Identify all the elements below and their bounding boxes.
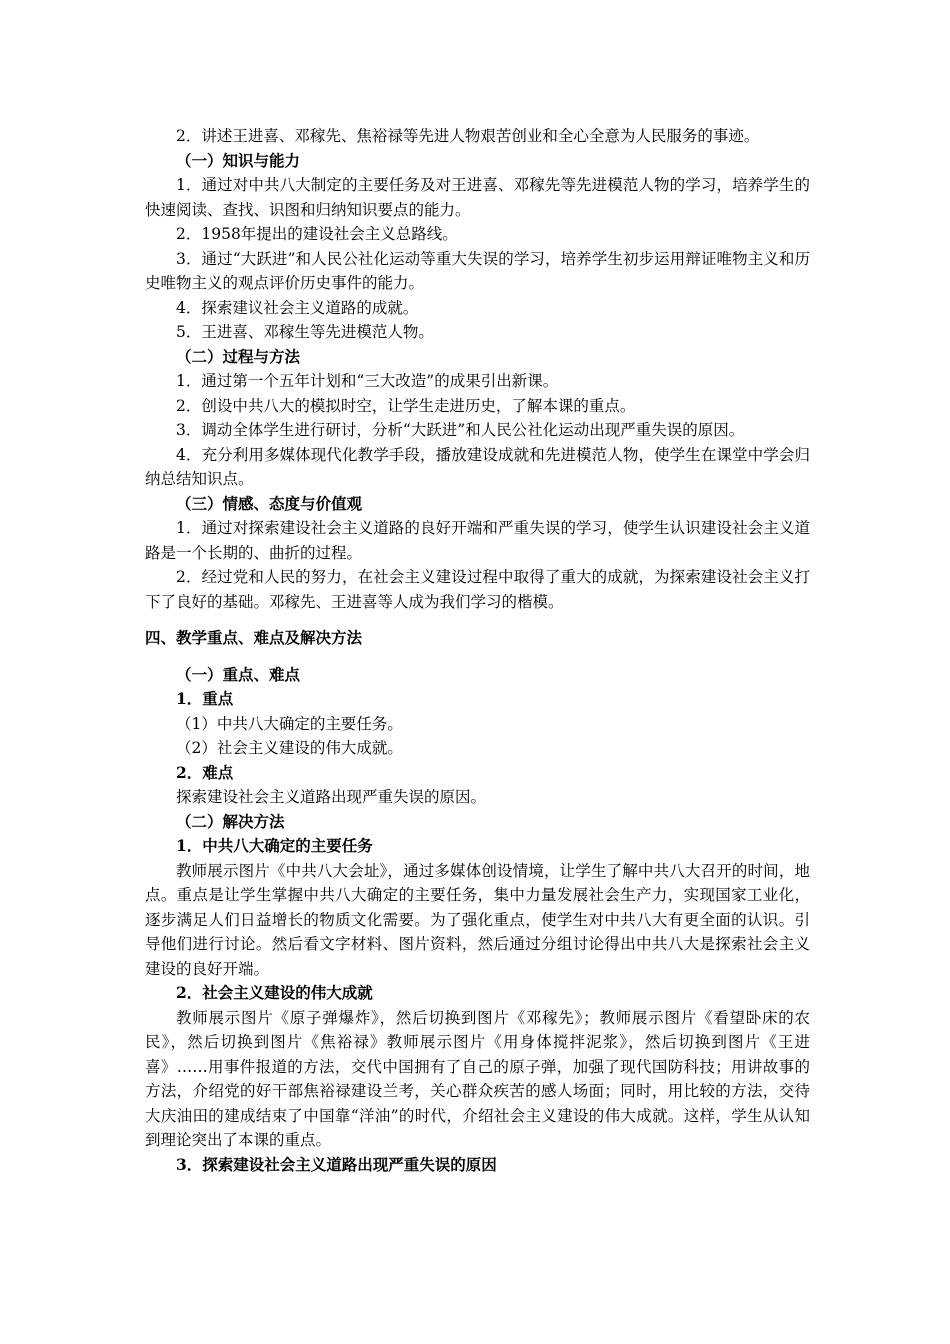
paragraph: 2．经过党和人民的努力，在社会主义建设过程中取得了重大的成就，为探索建设社会主义打下了良好的基础。邓稼先、王进喜等人成为我们学习的楷模。 bbox=[145, 568, 810, 611]
paragraph: 探索建设社会主义道路出现严重失误的原因。 bbox=[176, 788, 487, 806]
subsection-heading: 2．社会主义建设的伟大成就 bbox=[176, 983, 373, 1002]
paragraph: 1．通过对探索建设社会主义道路的良好开端和严重失误的学习，使学生认识建设社会主义道路是一个长期的、曲折的过程。 bbox=[145, 519, 810, 562]
section-heading: （三）情感、态度与价值观 bbox=[176, 493, 363, 513]
document-body bbox=[145, 124, 810, 1177]
paragraph: 3．通过“大跃进”和人民公社化运动等重大失误的学习，培养学生初步运用辩证唯物主义和历史唯物主义的观点评价历史事件的能力。 bbox=[145, 249, 810, 292]
subsection-heading: 2．难点 bbox=[176, 762, 234, 782]
section-heading: （一）重点、难点 bbox=[176, 664, 301, 684]
paragraph: 1．通过对中共八大制定的主要任务及对王进喜、邓稼先等先进模范人物的学习，培养学生的快速阅读、查找、识图和归纳知识要点的能力。 bbox=[145, 176, 810, 219]
paragraph: 5．王进喜、邓稼生等先进模范人物。 bbox=[176, 323, 434, 341]
section-heading: （二）解决方法 bbox=[176, 811, 285, 831]
paragraph: 4．充分利用多媒体现代化教学手段，播放建设成就和先进模范人物，使学生在课堂中学会归纳总结知识点。 bbox=[145, 445, 810, 488]
paragraph: 1．通过第一个五年计划和“三大改造”的成果引出新课。 bbox=[176, 372, 559, 390]
paragraph: 2．1958年提出的建设社会主义总路线。 bbox=[176, 225, 458, 243]
subsection-heading: 1．中共八大确定的主要任务 bbox=[176, 836, 373, 855]
chapter-heading: 四、教学重点、难点及解决方法 bbox=[145, 628, 363, 647]
paragraph: 2．讲述王进喜、邓稼先、焦裕禄等先进人物艰苦创业和全心全意为人民服务的事迹。 bbox=[176, 127, 760, 145]
paragraph: 教师展示图片《中共八大会址》，通过多媒体创设情境，让学生了解中共八大召开的时间，地点。重点是让学生掌握中共八大确定的主要任务，集中力量发展社会生产力，实现国家工业化，逐步满足人们日益增长的物质文化需要。为了强化重点，使学生对中共八大有更全面的认识。引导他们进行讨论。然后看文字材料、图片资料，然后通过分组讨论得出中共八大是探索社会主义建设的良好开端。 bbox=[145, 861, 810, 978]
section-heading: （二）过程与方法 bbox=[176, 346, 301, 366]
paragraph: 教师展示图片《原子弹爆炸》，然后切换到图片《邓稼先》；教师展示图片《看望卧床的农民》，然后切换到图片《焦裕禄》教师展示图片《用身体搅拌泥浆》，然后切换到图片《王进喜》……用事件报道的方法，交代中国拥有了自己的原子弹，加强了现代国防科技；用讲故事的方法，介绍党的好干部焦裕禄建设兰考，关心群众疾苦的感人场面；同时，用比较的方法，交待大庆油田的建成结束了中国靠“洋油”的时代，介绍社会主义建设的伟大成就。这样，学生从认知到理论突出了本课的重点。 bbox=[145, 1008, 810, 1149]
subsection-heading: 3．探索建设社会主义道路出现严重失误的原因 bbox=[176, 1154, 497, 1174]
paragraph: 2．创设中共八大的模拟时空，让学生走进历史，了解本课的重点。 bbox=[176, 396, 636, 415]
subsection-heading: 1．重点 bbox=[176, 689, 234, 708]
section-heading: （一）知识与能力 bbox=[176, 150, 301, 170]
paragraph: （2）社会主义建设的伟大成就。 bbox=[176, 739, 403, 757]
paragraph: 4．探索建议社会主义道路的成就。 bbox=[176, 298, 419, 317]
paragraph: （1）中共八大确定的主要任务。 bbox=[176, 714, 403, 733]
paragraph: 3．调动全体学生进行研讨，分析“大跃进”和人民公社化运动出现严重失误的原因。 bbox=[176, 421, 745, 439]
